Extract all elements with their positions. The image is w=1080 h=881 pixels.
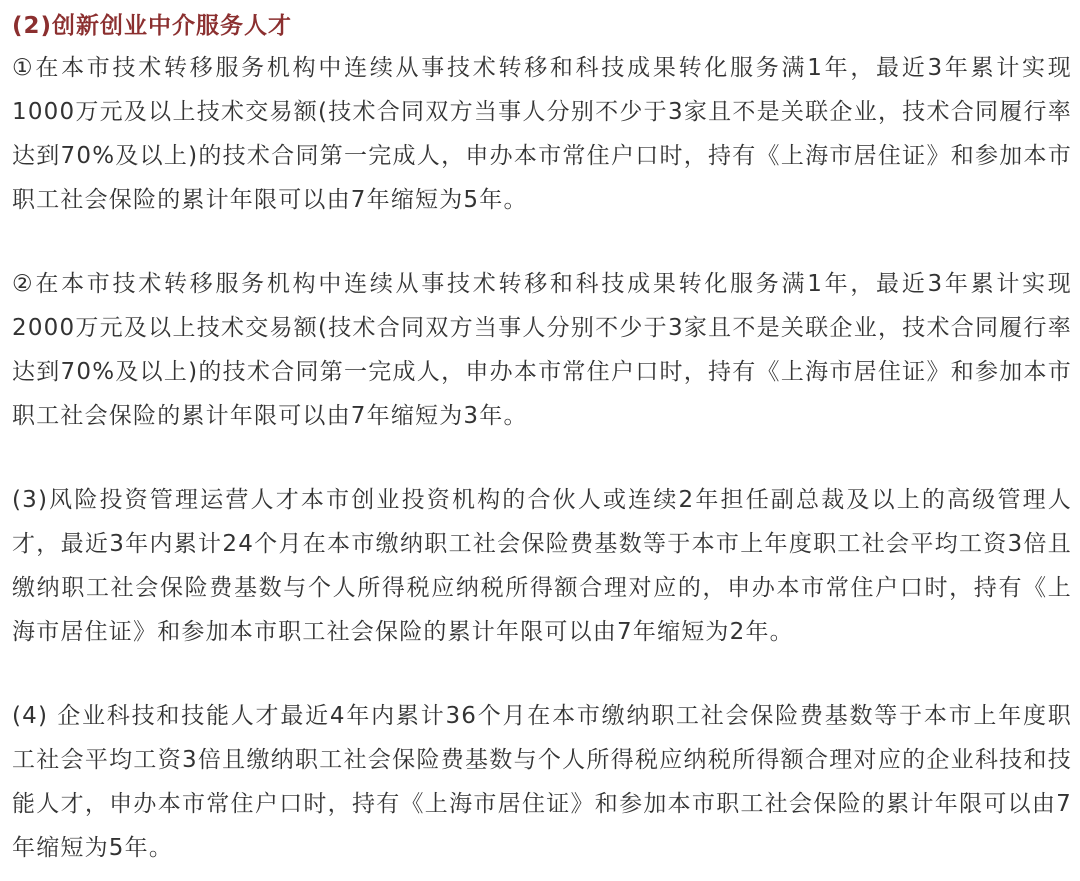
- paragraph-item-2: ②在本市技术转移服务机构中连续从事技术转移和科技成果转化服务满1年，最近3年累计实现2000万元及以上技术交易额(技术合同双方当事人分别不少于3家且不是关联企业，技术合同履行率达到70%及以上)的技术合同第一完成人，申办本市常住户口时，持有《上海市居住证》和参加本市职工社会保险的累计年限可以由7年缩短为3年。: [12, 271, 1072, 429]
- section-heading: (2)创新创业中介服务人才: [12, 13, 293, 39]
- paragraph-item-1: ①在本市技术转移服务机构中连续从事技术转移和科技成果转化服务满1年，最近3年累计实现1000万元及以上技术交易额(技术合同双方当事人分别不少于3家且不是关联企业，技术合同履行率达到70%及以上)的技术合同第一完成人，申办本市常住户口时，持有《上海市居住证》和参加本市职工社会保险的累计年限可以由7年缩短为5年。: [12, 55, 1072, 213]
- paragraph-item-4: (4) 企业科技和技能人才最近4年内累计36个月在本市缴纳职工社会保险费基数等于本市上年度职工社会平均工资3倍且缴纳职工社会保险费基数与个人所得税应纳税所得额合理对应的企业科技和技能人才，申办本市常住户口时，持有《上海市居住证》和参加本市职工社会保险的累计年限可以由7年缩短为5年。: [12, 703, 1072, 861]
- paragraph-spacer: [12, 438, 1072, 478]
- paragraph-item-3: (3)风险投资管理运营人才本市创业投资机构的合伙人或连续2年担任副总裁及以上的高级管理人才，最近3年内累计24个月在本市缴纳职工社会保险费基数等于本市上年度职工社会平均工资3倍且缴纳职工社会保险费基数与个人所得税应纳税所得额合理对应的，申办本市常住户口时，持有《上海市居住证》和参加本市职工社会保险的累计年限可以由7年缩短为2年。: [12, 487, 1072, 645]
- paragraph-spacer: [12, 654, 1072, 694]
- paragraph-spacer: [12, 222, 1072, 262]
- document-body: [12, 0, 1072, 870]
